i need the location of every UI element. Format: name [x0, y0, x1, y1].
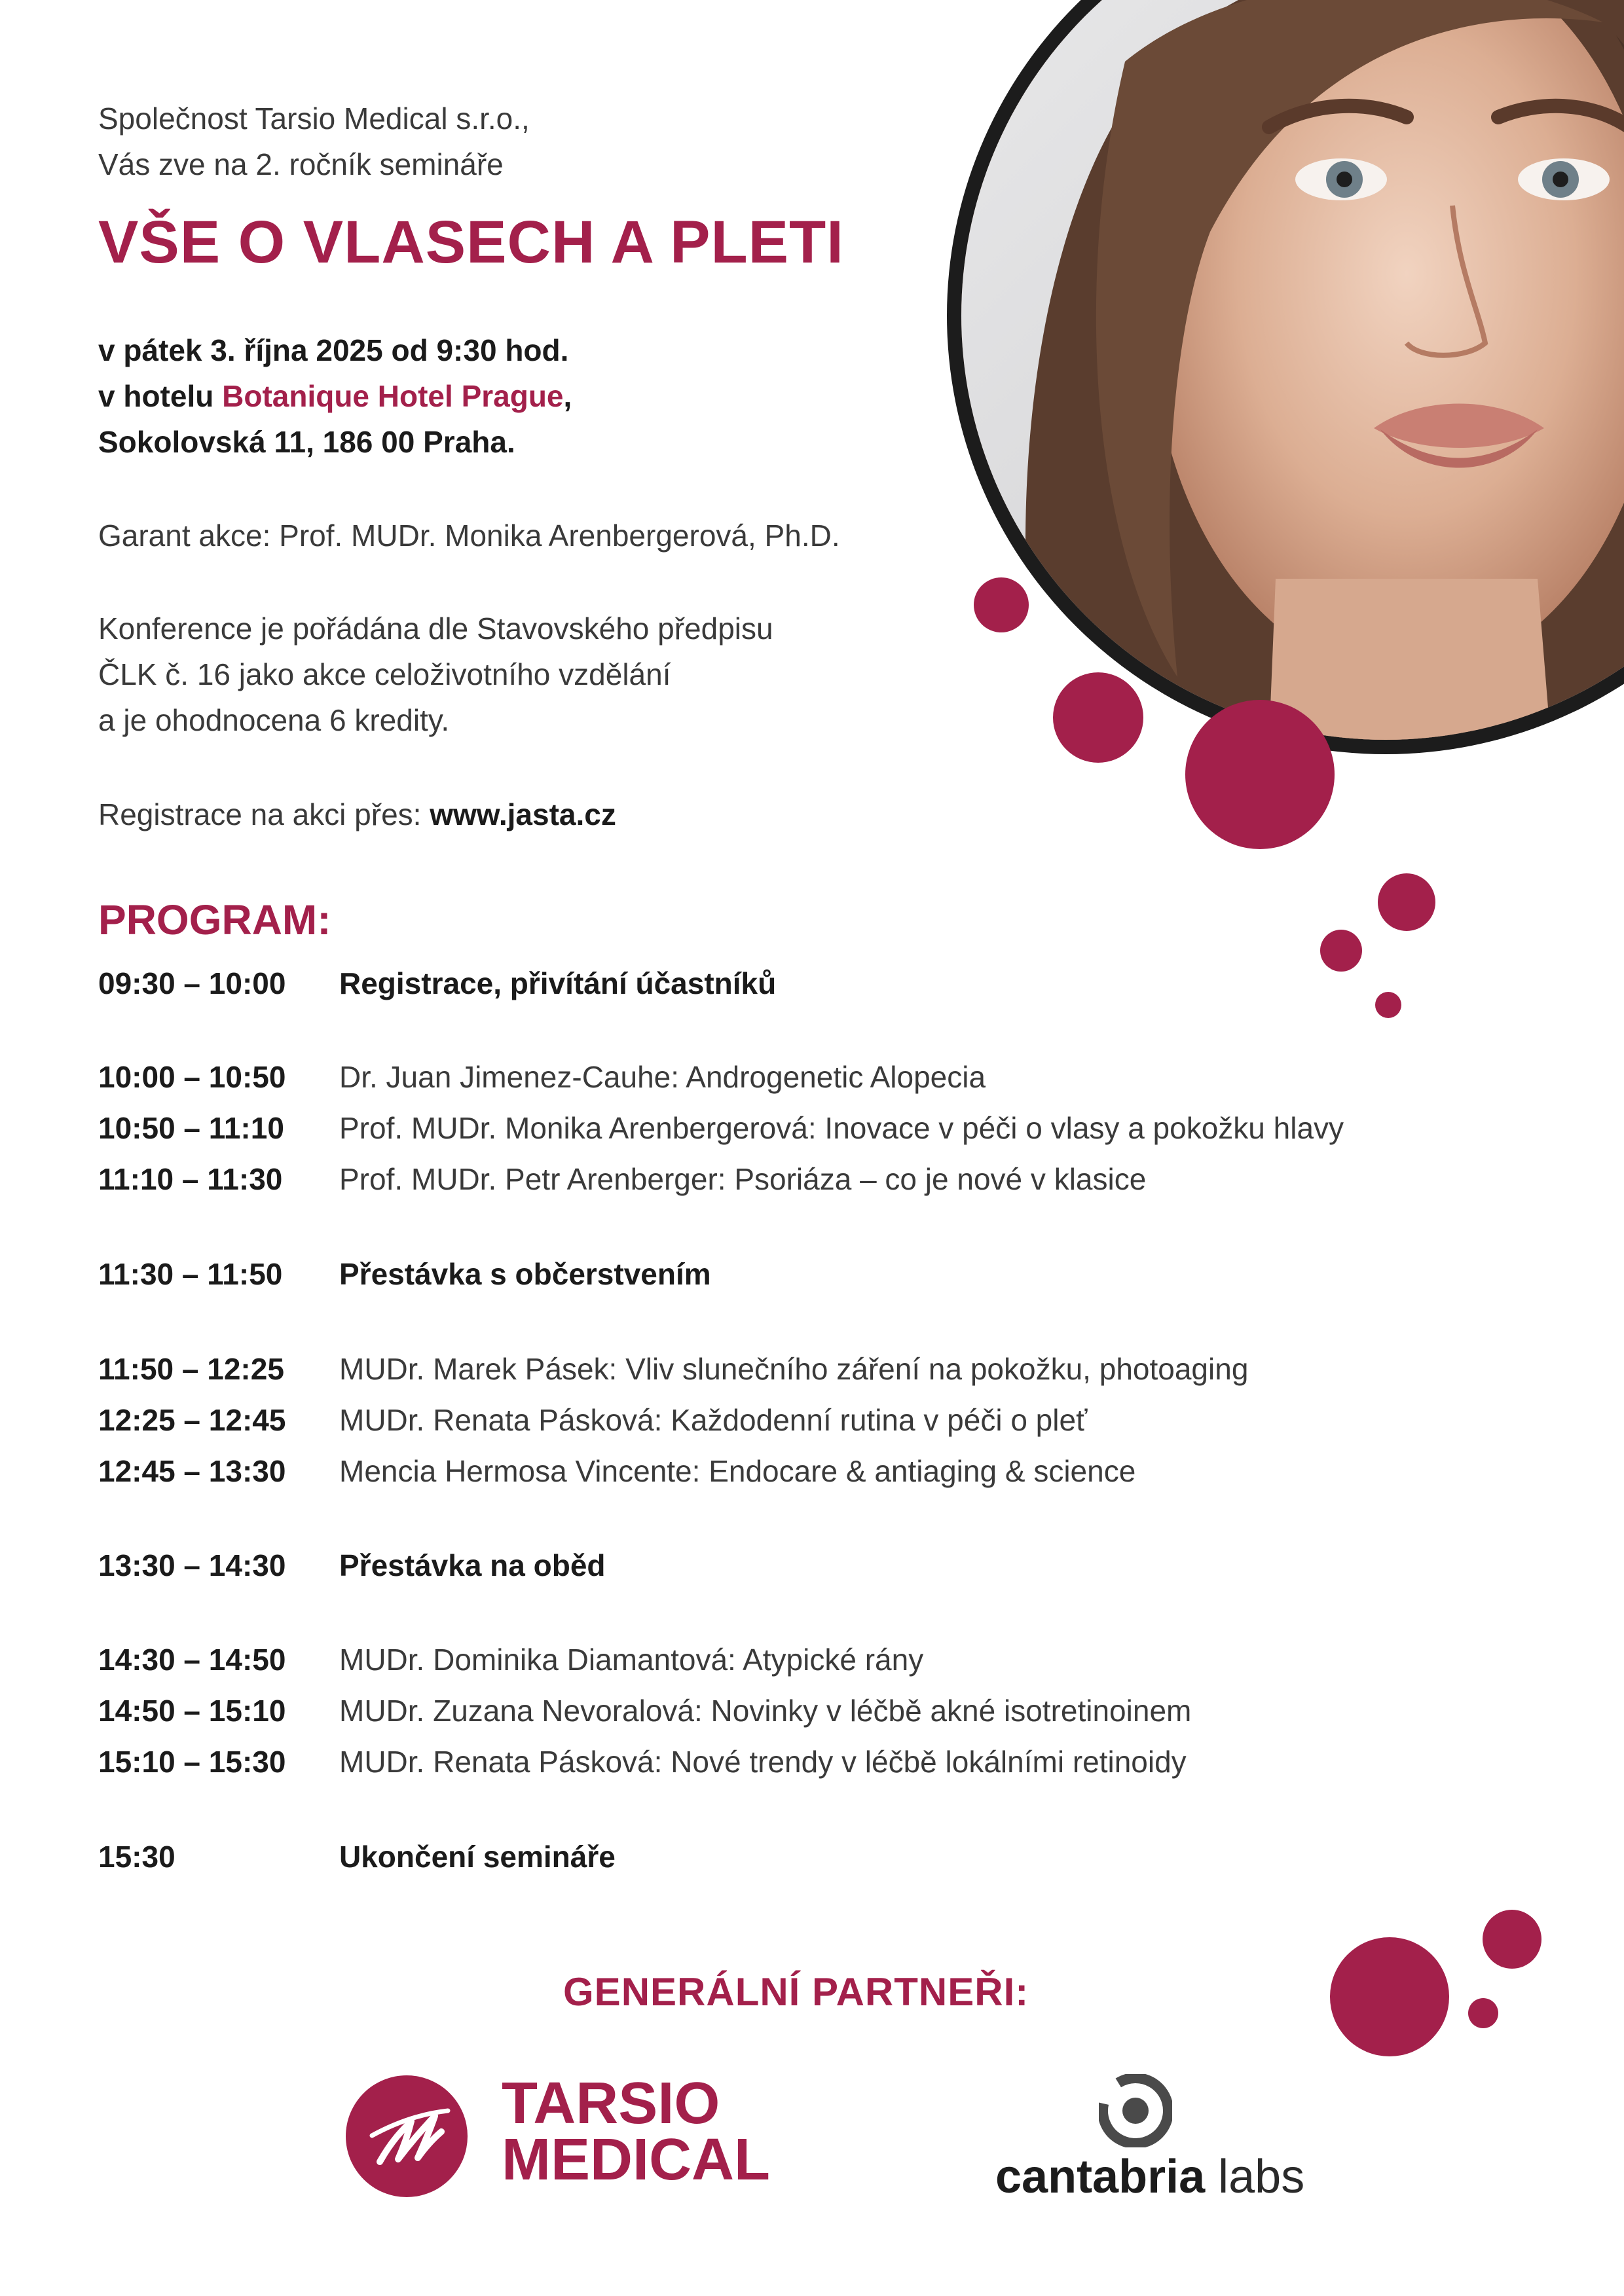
program-text: MUDr. Renata Pásková: Každodenní rutina v péči o pleť [339, 1403, 1088, 1437]
portrait-photo-frame [947, 0, 1624, 754]
program-time: 10:00 – 10:50 [98, 1060, 286, 1094]
portrait-illustration [961, 0, 1624, 740]
program-text: Přestávka na oběd [339, 1548, 606, 1582]
program-time: 15:30 [98, 1840, 175, 1874]
portrait-photo [961, 0, 1624, 740]
intro [98, 96, 530, 187]
tarsio-logo-line-1: TARSIO [502, 2071, 720, 2136]
venue-suffix: , [563, 379, 572, 413]
cantabria-logo-light: labs [1205, 2151, 1305, 2203]
program-text: Prof. MUDr. Petr Arenberger: Psoriáza – co je nové v klasice [339, 1162, 1147, 1196]
tarsio-logo-text [502, 2071, 770, 2193]
intro-line-2: Vás zve na 2. ročník semináře [98, 147, 504, 181]
program-time: 11:50 – 12:25 [98, 1352, 284, 1386]
program-heading: PROGRAM: [98, 896, 331, 943]
cantabria-logo-bold: cantabria [995, 2151, 1206, 2203]
venue-prefix: v hotelu [98, 379, 223, 413]
event-details [98, 327, 572, 465]
program-time: 11:30 – 11:50 [98, 1257, 283, 1291]
credits-line-2: ČLK č. 16 jako akce celoživotního vzdělání [98, 657, 671, 691]
cantabria-logo-icon [1099, 2074, 1172, 2147]
credits-info [98, 606, 773, 743]
program-text: Přestávka s občerstvením [339, 1257, 711, 1291]
partners-heading: GENERÁLNÍ PARTNEŘI: [563, 1970, 1029, 2014]
decor-dot [1375, 992, 1401, 1018]
program-time: 12:45 – 13:30 [98, 1454, 286, 1488]
decor-dot [1320, 930, 1362, 972]
program-time: 10:50 – 11:10 [98, 1111, 284, 1145]
program-text: MUDr. Zuzana Nevoralová: Novinky v léčbě akné isotretinoinem [339, 1694, 1192, 1728]
credits-line-1: Konference je pořádána dle Stavovského předpisu [98, 611, 773, 646]
decor-dot [1468, 1998, 1498, 2028]
decor-dot [974, 577, 1029, 632]
event-venue-line [98, 373, 572, 419]
decor-dot [1185, 700, 1335, 849]
program-text: Prof. MUDr. Monika Arenbergerová: Inovace v péči o vlasy a pokožku hlavy [339, 1111, 1344, 1145]
program-time: 13:30 – 14:30 [98, 1548, 286, 1582]
program-time: 14:50 – 15:10 [98, 1694, 286, 1728]
registration [98, 792, 616, 837]
cantabria-logo-text [995, 2150, 1304, 2204]
program-text: Dr. Juan Jimenez-Cauhe: Androgenetic Alopecia [339, 1060, 986, 1094]
program-text: Mencia Hermosa Vincente: Endocare & antiaging & science [339, 1454, 1136, 1488]
venue-name: Botanique Hotel Prague [222, 379, 564, 413]
decor-dot [1053, 672, 1143, 763]
event-date: v pátek 3. října 2025 od 9:30 hod. [98, 333, 569, 367]
program-text: MUDr. Renata Pásková: Nové trendy v léčbě lokálními retinoidy [339, 1745, 1187, 1779]
credits-line-3: a je ohodnocena 6 kredity. [98, 703, 450, 737]
program-time: 11:10 – 11:30 [98, 1162, 283, 1196]
program-text: MUDr. Dominika Diamantová: Atypické rány [339, 1643, 924, 1677]
program-time: 09:30 – 10:00 [98, 966, 286, 1000]
registration-link[interactable]: www.jasta.cz [430, 797, 616, 831]
tarsio-logo-line-2: MEDICAL [502, 2127, 770, 2193]
program-text: Registrace, přivítání účastníků [339, 966, 777, 1000]
intro-line-1: Společnost Tarsio Medical s.r.o., [98, 101, 530, 136]
garant: Garant akce: Prof. MUDr. Monika Arenbergerová, Ph.D. [98, 519, 840, 553]
program-text: Ukončení semináře [339, 1840, 616, 1874]
decor-dot [1330, 1937, 1449, 2056]
program-time: 14:30 – 14:50 [98, 1643, 286, 1677]
tarsio-logo-icon [346, 2075, 468, 2197]
program-text: MUDr. Marek Pásek: Vliv slunečního záření na pokožku, photoaging [339, 1352, 1249, 1386]
program-time: 15:10 – 15:30 [98, 1745, 286, 1779]
page-title: VŠE O VLASECH A PLETI [98, 209, 844, 276]
event-address: Sokolovská 11, 186 00 Praha. [98, 425, 515, 459]
registration-label: Registrace na akci přes: [98, 797, 430, 831]
decor-dot [1378, 873, 1435, 931]
decor-dot [1483, 1910, 1541, 1969]
program-time: 12:25 – 12:45 [98, 1403, 286, 1437]
